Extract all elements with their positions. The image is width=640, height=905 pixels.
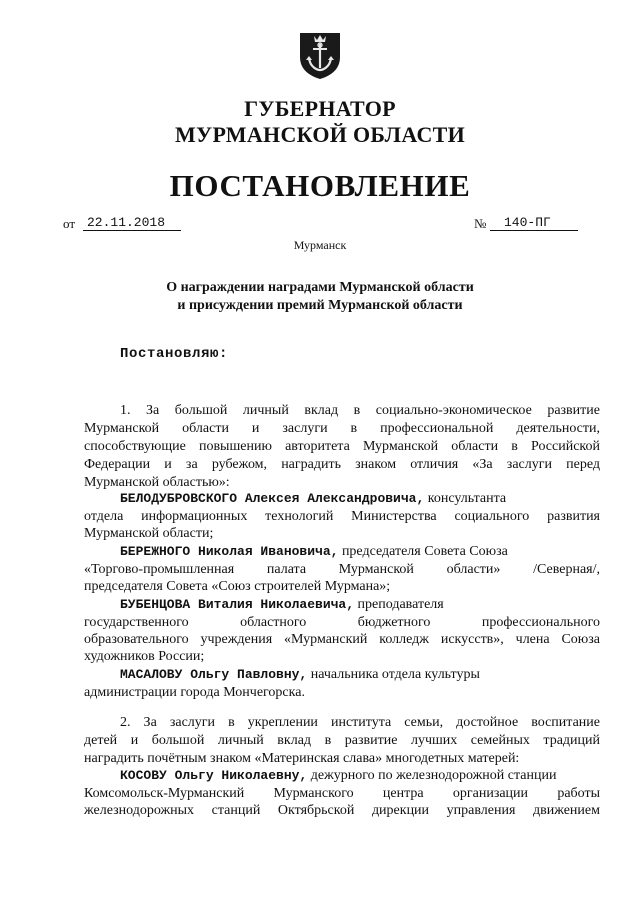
paragraph-line: Мурманской областью»: — [84, 475, 230, 490]
paragraph-line: Мурманской области и заслуги в профессиональной деятельности, — [84, 421, 600, 436]
paragraph-line: отдела информационных технологий Министерства социального развития — [84, 509, 600, 524]
awardee-name: КОСОВУ Ольгу Николаевну, — [120, 768, 308, 783]
paragraph-line: Мурманской области; — [84, 526, 214, 541]
award-entry — [84, 596, 600, 613]
award-entry — [84, 666, 600, 683]
document-type-heading: ПОСТАНОВЛЕНИЕ — [169, 168, 471, 203]
decree-word: Постановляю: — [120, 346, 229, 362]
award-entry — [84, 543, 600, 560]
paragraph-line: способствующие повышению авторитета Мурманской области в Российской — [84, 439, 600, 454]
awardee-position: начальника отдела культуры — [307, 667, 480, 682]
coat-of-arms-icon — [297, 30, 343, 80]
paragraph-line: государственного областного бюджетного профессионального — [84, 615, 600, 630]
award-entry — [84, 767, 600, 784]
awardee-position: консультанта — [424, 491, 507, 506]
paragraph-line: железнодорожных станций Октябрьской дирекции управления движением — [84, 803, 600, 818]
document-date: 22.11.2018 — [83, 215, 181, 231]
paragraph-line: художников России; — [84, 649, 205, 664]
paragraph-line: 1. За большой личный вклад в социально-экономическое развитие — [120, 403, 600, 418]
authority-region: МУРМАНСКОЙ ОБЛАСТИ — [174, 122, 466, 147]
paragraph-line: администрации города Мончегорска. — [84, 685, 305, 700]
paragraph-line: Комсомольск-Мурманский Мурманского центра организации работы — [84, 786, 600, 801]
award-entry — [84, 490, 600, 507]
awardee-position: дежурного по железнодорожной станции — [307, 768, 557, 783]
paragraph-line: «Торгово-промышленная палата Мурманской области» /Северная/, — [84, 562, 600, 577]
number-prefix: № — [474, 216, 487, 231]
paragraph-line: председателя Совета «Союз строителей Мурмана»; — [84, 579, 391, 594]
awardee-position: председателя Совета Союза — [338, 544, 508, 559]
awardee-name: БЕЛОДУБРОВСКОГО Алексея Александровича, — [120, 491, 425, 506]
paragraph-line: наградить почётным знаком «Материнская слава» многодетных матерей: — [84, 751, 520, 766]
city-name: Мурманск — [293, 238, 347, 252]
authority-title: ГУБЕРНАТОР — [244, 96, 396, 121]
subject-line-2: и присуждении премий Мурманской области — [177, 298, 463, 313]
awardee-name: БУБЕНЦОВА Виталия Николаевича, — [120, 597, 355, 612]
paragraph-line: образовательного учреждения «Мурманский колледж искусств», члена Союза — [84, 632, 600, 647]
document-number: 140-ПГ — [490, 215, 578, 231]
date-prefix: от — [63, 216, 76, 231]
paragraph-line: детей и большой личный вклад в развитие лучших семейных традиций — [84, 733, 600, 748]
awardee-name: МАСАЛОВУ Ольгу Павловну, — [120, 667, 308, 682]
paragraph-line: 2. За заслуги в укреплении института семьи, достойное воспитание — [120, 715, 600, 730]
paragraph-line: Федерации и за рубежом, наградить знаком отличия «За заслуги перед — [84, 457, 600, 472]
awardee-name: БЕРЕЖНОГО Николая Ивановича, — [120, 544, 339, 559]
subject-line-1: О награждении наградами Мурманской области — [166, 280, 474, 295]
awardee-position: преподавателя — [354, 597, 444, 612]
